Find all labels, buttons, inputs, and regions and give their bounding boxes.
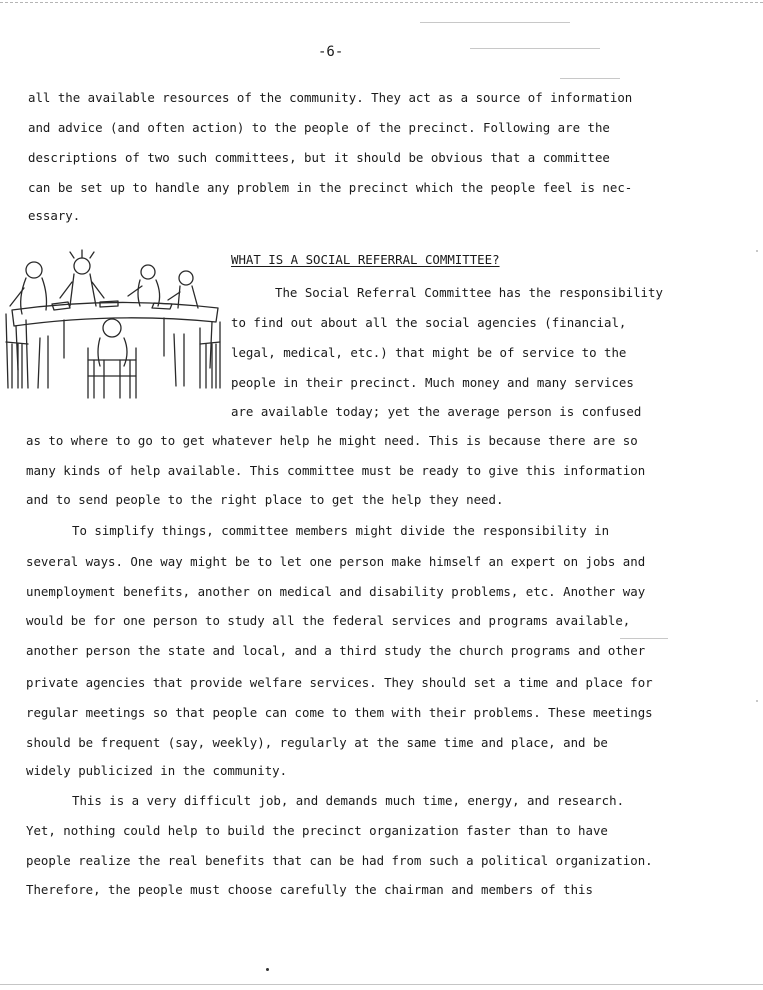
body-line: several ways. One way might be to let one person make himself an expert on jobs and xyxy=(26,554,646,569)
body-line: private agencies that provide welfare services. They should set a time and place for xyxy=(26,675,653,690)
bottom-edge xyxy=(0,984,763,985)
body-line: Therefore, the people must choose carefully the chairman and members of this xyxy=(26,882,593,897)
body-line: The Social Referral Committee has the responsibility xyxy=(275,285,663,300)
bottom-mark xyxy=(266,968,269,971)
intro-line: essary. xyxy=(28,208,81,223)
body-line: people in their precinct. Much money and many services xyxy=(231,375,634,390)
top-edge xyxy=(0,2,763,3)
body-line: This is a very difficult job, and demands much time, energy, and research. xyxy=(72,793,625,808)
section-heading: WHAT IS A SOCIAL REFERRAL COMMITTEE? xyxy=(231,252,500,267)
intro-line: and advice (and often action) to the people of the precinct. Following are the xyxy=(28,120,610,135)
body-line: regular meetings so that people can come to them with their problems. These meetings xyxy=(26,705,653,720)
meeting-illustration xyxy=(4,248,226,400)
page-number: -6- xyxy=(318,44,344,60)
body-line: unemployment benefits, another on medical and disability problems, etc. Another way xyxy=(26,584,646,599)
body-line: many kinds of help available. This committee must be ready to give this information xyxy=(26,463,646,478)
body-line: to find out about all the social agencies (financial, xyxy=(231,315,627,330)
scan-speck xyxy=(756,700,758,702)
body-line: as to where to go to get whatever help he might need. This is because there are so xyxy=(26,433,638,448)
intro-line: all the available resources of the community. They act as a source of information xyxy=(28,90,633,105)
scan-speck xyxy=(420,22,570,23)
scan-speck xyxy=(560,78,620,79)
body-line: legal, medical, etc.) that might be of service to the xyxy=(231,345,627,360)
body-line: are available today; yet the average person is confused xyxy=(231,404,642,419)
scan-speck xyxy=(470,48,600,49)
body-line: another person the state and local, and a third study the church programs and other xyxy=(26,643,646,658)
scan-speck xyxy=(756,250,758,252)
body-line: should be frequent (say, weekly), regularly at the same time and place, and be xyxy=(26,735,608,750)
body-line: widely publicized in the community. xyxy=(26,763,288,778)
body-line: would be for one person to study all the federal services and programs available, xyxy=(26,613,631,628)
body-line: people realize the real benefits that can be had from such a political organization. xyxy=(26,853,653,868)
body-line: To simplify things, committee members might divide the responsibility in xyxy=(72,523,610,538)
body-line: and to send people to the right place to get the help they need. xyxy=(26,492,504,507)
intro-line: can be set up to handle any problem in the precinct which the people feel is nec- xyxy=(28,180,633,195)
intro-line: descriptions of two such committees, but it should be obvious that a committee xyxy=(28,150,610,165)
scan-speck xyxy=(620,638,668,639)
body-line: Yet, nothing could help to build the precinct organization faster than to have xyxy=(26,823,608,838)
